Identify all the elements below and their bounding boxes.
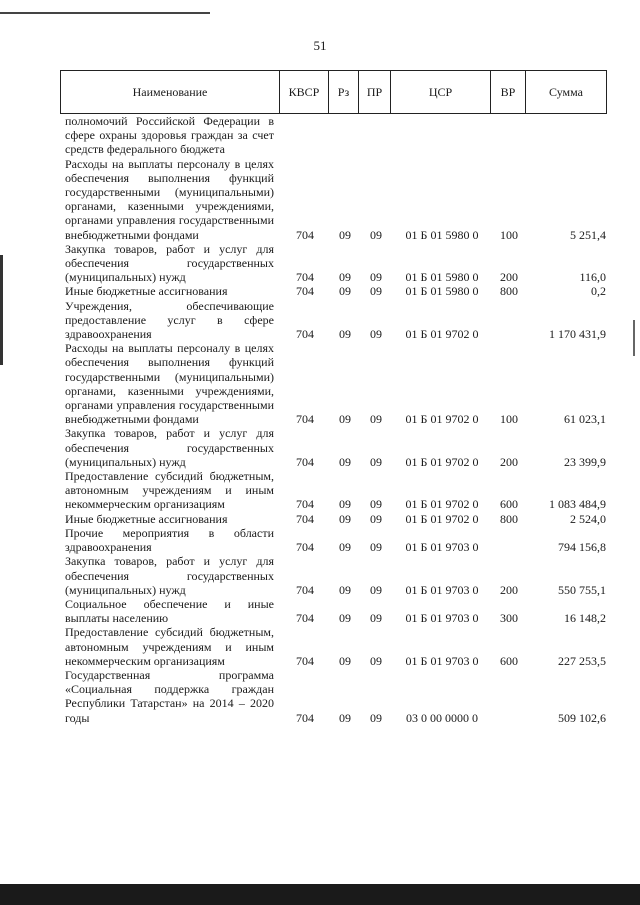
row-kvsr: 704 — [296, 284, 314, 299]
row-rz: 09 — [339, 327, 351, 342]
row-csr: 01 Б 01 5980 0 — [405, 284, 479, 299]
row-kvsr: 704 — [296, 611, 314, 626]
row-kvsr: 704 — [296, 710, 314, 725]
row-name: Закупка товаров, работ и услуг для обеспечения государственных (муниципальных) нужд — [65, 241, 274, 285]
row-vr: 800 — [500, 511, 518, 526]
row-vr: 100 — [500, 227, 518, 242]
table-row — [60, 114, 612, 157]
row-pr: 09 — [370, 227, 382, 242]
row-kvsr: 704 — [296, 540, 314, 555]
row-rz: 09 — [339, 511, 351, 526]
row-rz: 09 — [339, 270, 351, 285]
row-name: Прочие мероприятия в области здравоохранения — [65, 525, 274, 555]
row-name: Закупка товаров, работ и услуг для обеспечения государственных (муниципальных) нужд — [65, 426, 274, 469]
row-vr: 200 — [500, 454, 518, 469]
scan-edge-left — [0, 255, 3, 365]
row-pr: 09 — [370, 270, 382, 285]
row-rz: 09 — [339, 582, 351, 597]
row-sum: 116,0 — [579, 270, 606, 285]
row-sum: 1 083 484,9 — [549, 497, 606, 512]
header-kvsr: КВСР — [280, 71, 329, 114]
row-csr: 03 0 00 0000 0 — [406, 710, 478, 725]
row-name: Предоставление субсидий бюджетным, автономным учреждениям и иным некоммерческим организациям — [65, 469, 274, 512]
row-sum: 794 156,8 — [558, 540, 606, 555]
table-row — [60, 284, 612, 298]
row-vr: 600 — [500, 653, 518, 668]
row-rz: 09 — [339, 284, 351, 299]
row-rz: 09 — [339, 611, 351, 626]
row-name: Иные бюджетные ассигнования — [65, 284, 228, 299]
row-sum: 2 524,0 — [570, 511, 606, 526]
row-kvsr: 704 — [296, 227, 314, 242]
header-vr: ВР — [491, 71, 526, 114]
row-name: Закупка товаров, работ и услуг для обеспечения государственных (муниципальных) нужд — [65, 554, 274, 597]
row-kvsr: 704 — [296, 454, 314, 469]
table-row — [60, 426, 612, 469]
row-name: Иные бюджетные ассигнования — [65, 511, 228, 526]
row-vr: 200 — [500, 270, 518, 285]
top-rule — [0, 12, 210, 14]
row-sum: 0,2 — [591, 284, 606, 299]
table-body — [60, 114, 612, 725]
row-csr: 01 Б 01 9702 0 — [405, 454, 479, 469]
row-pr: 09 — [370, 284, 382, 299]
row-sum: 5 251,4 — [570, 227, 606, 242]
row-pr: 09 — [370, 454, 382, 469]
table-row — [60, 597, 612, 625]
table-row — [60, 469, 612, 512]
row-name: Социальное обеспечение и иные выплаты населению — [65, 596, 274, 626]
row-csr: 01 Б 01 9703 0 — [405, 582, 479, 597]
row-vr: 800 — [500, 284, 518, 299]
row-rz: 09 — [339, 710, 351, 725]
row-pr: 09 — [370, 511, 382, 526]
row-kvsr: 704 — [296, 412, 314, 427]
row-name: Расходы на выплаты персоналу в целях обеспечения выполнения функций государственными (муниципальными) органами, казенными учреждениями, органами управления государственными внебюджетными фондами — [65, 341, 274, 427]
table-header — [60, 70, 607, 114]
row-kvsr: 704 — [296, 582, 314, 597]
row-vr: 100 — [500, 412, 518, 427]
row-kvsr: 704 — [296, 511, 314, 526]
scan-edge-right — [633, 320, 635, 356]
row-sum: 61 023,1 — [564, 412, 606, 427]
header-rz: Рз — [329, 71, 359, 114]
row-rz: 09 — [339, 454, 351, 469]
row-csr: 01 Б 01 9702 0 — [405, 497, 479, 512]
row-kvsr: 704 — [296, 497, 314, 512]
row-vr: 600 — [500, 497, 518, 512]
row-pr: 09 — [370, 412, 382, 427]
row-csr: 01 Б 01 9703 0 — [405, 611, 479, 626]
row-sum: 1 170 431,9 — [549, 327, 606, 342]
row-pr: 09 — [370, 653, 382, 668]
table-row — [60, 554, 612, 597]
row-rz: 09 — [339, 412, 351, 427]
row-csr: 01 Б 01 9702 0 — [405, 412, 479, 427]
table-row — [60, 157, 612, 242]
row-rz: 09 — [339, 540, 351, 555]
row-name: Учреждения, обеспечивающие предоставление услуг в сфере здравоохранения — [65, 298, 274, 342]
header-csr: ЦСР — [391, 71, 491, 114]
row-sum: 23 399,9 — [564, 454, 606, 469]
row-kvsr: 704 — [296, 327, 314, 342]
table-row — [60, 668, 612, 725]
row-name: полномочий Российской Федерации в сфере охраны здоровья граждан за счет средств федерального бюджета — [65, 114, 274, 157]
row-name: Государственная программа «Социальная поддержка граждан Республики Татарстан» на 2014 – 2020 годы — [65, 667, 274, 725]
row-pr: 09 — [370, 497, 382, 512]
table-row — [60, 512, 612, 526]
table-row — [60, 625, 612, 668]
row-pr: 09 — [370, 540, 382, 555]
row-sum: 16 148,2 — [564, 611, 606, 626]
row-kvsr: 704 — [296, 653, 314, 668]
row-pr: 09 — [370, 582, 382, 597]
row-csr: 01 Б 01 5980 0 — [405, 270, 479, 285]
header-name: Наименование — [61, 71, 280, 114]
header-pr: ПР — [359, 71, 391, 114]
table-row — [60, 299, 612, 342]
row-rz: 09 — [339, 227, 351, 242]
row-sum: 509 102,6 — [558, 710, 606, 725]
row-name: Предоставление субсидий бюджетным, автономным учреждениям и иным некоммерческим организациям — [65, 625, 274, 668]
row-name: Расходы на выплаты персоналу в целях обеспечения выполнения функций государственными (муниципальными) органами, казенными учреждениями, органами управления государственными внебюджетными фондами — [65, 156, 274, 242]
row-csr: 01 Б 01 9702 0 — [405, 511, 479, 526]
row-csr: 01 Б 01 9702 0 — [405, 327, 479, 342]
row-sum: 227 253,5 — [558, 653, 606, 668]
row-pr: 09 — [370, 710, 382, 725]
row-kvsr: 704 — [296, 270, 314, 285]
row-rz: 09 — [339, 653, 351, 668]
table-row — [60, 526, 612, 554]
row-sum: 550 755,1 — [558, 582, 606, 597]
row-csr: 01 Б 01 5980 0 — [405, 227, 479, 242]
row-vr: 200 — [500, 582, 518, 597]
row-pr: 09 — [370, 327, 382, 342]
scan-bottom-bar — [0, 884, 640, 905]
row-rz: 09 — [339, 497, 351, 512]
page-number: 51 — [313, 38, 327, 53]
header-sum: Сумма — [526, 71, 607, 114]
row-pr: 09 — [370, 611, 382, 626]
table-row — [60, 341, 612, 426]
table-row — [60, 242, 612, 285]
row-csr: 01 Б 01 9703 0 — [405, 540, 479, 555]
row-csr: 01 Б 01 9703 0 — [405, 653, 479, 668]
row-vr: 300 — [500, 611, 518, 626]
